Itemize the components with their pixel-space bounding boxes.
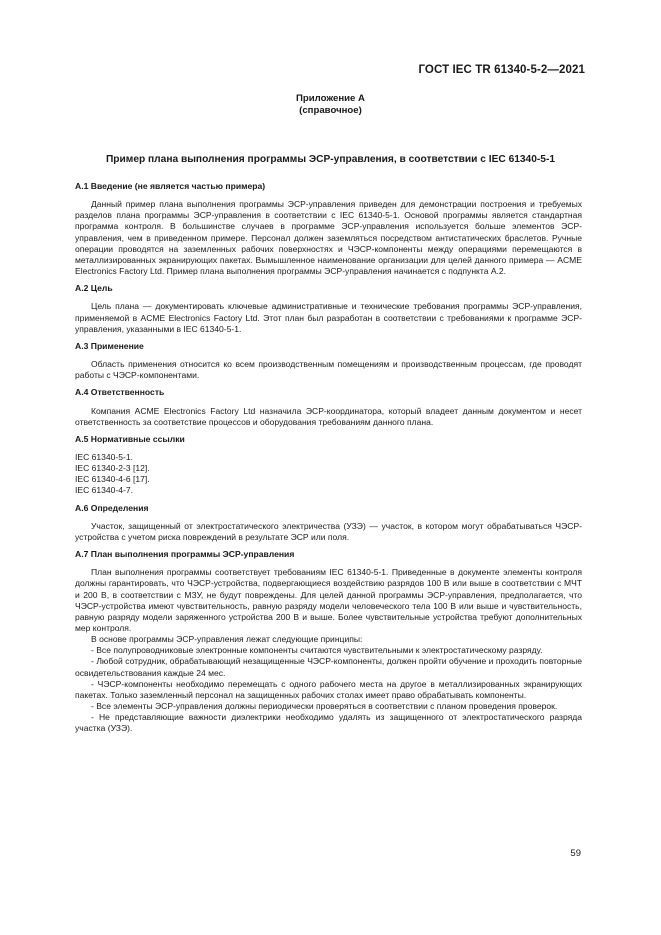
section-heading: А.5 Нормативные ссылки	[75, 433, 185, 444]
list-item: - Все элементы ЭСР-управления должны периодически проверяться в соответствии с планом проведения проверок.	[91, 701, 558, 712]
list-item: - ЧЭСР-компоненты необходимо перемещать с одного рабочего места на другое в металлизированных экранирующих пакетах. Только заземленный персонал на защищенных рабочих столах имеет право обрабатывать компоненты.	[75, 678, 582, 700]
list-item: - Все полупроводниковые электронные компоненты считаются чувствительными к электростатическому разряду.	[91, 645, 543, 656]
reference-item: IEC 61340-5-1.	[75, 451, 133, 462]
section-a6	[75, 503, 582, 543]
paragraph: План выполнения программы соответствует требованиям IEC 61340-5-1. Приведенные в документе элементы контроля должны гарантировать, что ЧЭСР-устройства, подвергающиеся воздействию разрядов 100 В или выше в соответствии с МЧТ и 200 В, в соответствии с МЗУ, не будут повреждены. Для целей данной программы ЭСР-управления, предполагается, что ЧЭСР-устройства имеют чувствительность, равную разряду модели человеческого тела 100 В или выше и чувствительность, равную разряду модели заряженного устройства 200 В и выше. Более чувствительные устройства требуют дополнительных мер контроля.	[75, 567, 582, 633]
section-a1	[75, 181, 582, 277]
section-heading: А.1 Введение (не является частью примера)	[75, 181, 266, 191]
appendix-heading	[0, 93, 661, 117]
document-body	[75, 181, 582, 741]
document-title: Пример плана выполнения программы ЭСР-управления, в соответствии с IEC 61340-5-1	[105, 154, 556, 165]
page-number: 59	[570, 848, 581, 859]
section-a3	[75, 341, 582, 381]
section-a5	[75, 434, 582, 497]
paragraph: Данный пример плана выполнения программы ЭСР-управления приведен для демонстрации построения и требуемых разделов плана программы ЭСР-управления в соответствии с IEC 61340-5-1. Основой программы является стандартная программа контроля. В большинстве случаев в программе ЭСР-управления используется больше элементов ЭСР-управления, чем в приведенном примере. Персонал должен заземляться посредством антистатических браслетов. Ручные операции проводятся на заземленных рабочих поверхностях и ЧЭСР-компоненты между операциями перемещаются в металлизированных экранирующих пакетах. Вымышленное наименование организации для целей данного примера — ACME Electronics Factory Ltd. Пример плана выполнения программы ЭСР-управления начинается с подпункта А.2.	[75, 199, 582, 277]
appendix-title: Приложение А	[296, 93, 365, 104]
paragraph: В основе программы ЭСР-управления лежат следующие принципы:	[91, 634, 363, 645]
paragraph: Участок, защищенный от электростатического электричества (УЗЭ) — участок, в котором могут обрабатываться ЧЭСР-устройства с учетом риска повреждений в результате ЭСР или поля.	[75, 520, 582, 542]
section-a2	[75, 283, 582, 335]
paragraph: Цель плана — документировать ключевые административные и технические требования программы ЭСР-управления, применяемой в ACME Electronics Factory Ltd. Этот план был разработан в соответствии с требованиями к программе ЭСР-управления, указанными в IEC 61340-5-1.	[75, 301, 582, 334]
section-a4	[75, 387, 582, 427]
list-item: - Не представляющие важности диэлектрики необходимо удалять из защищенного от электростатического разряда участка (УЗЭ).	[75, 712, 582, 734]
reference-item: IEC 61340-4-6 [17].	[75, 474, 150, 485]
list-item: - Любой сотрудник, обрабатывающий незащищенные ЧЭСР-компоненты, должен пройти обучение и проходить повторные освидетельствования каждые 24 мес.	[75, 656, 582, 678]
section-heading: А.4 Ответственность	[75, 387, 165, 398]
appendix-subtitle: (справочное)	[299, 105, 362, 116]
section-heading: А.6 Определения	[75, 502, 149, 513]
standard-code: ГОСТ IEC TR 61340-5-2—2021	[418, 64, 585, 76]
section-heading: А.3 Применение	[75, 340, 144, 351]
section-heading: А.2 Цель	[75, 283, 113, 294]
paragraph: Область применения относится ко всем производственным помещениям и производственным процессам, где проводят работы с ЧЭСР-компонентами.	[75, 359, 582, 381]
reference-item: IEC 61340-2-3 [12].	[75, 463, 150, 474]
reference-item: IEC 61340-4-7.	[75, 485, 133, 496]
section-heading: А.7 План выполнения программы ЭСР-управления	[75, 549, 295, 560]
section-a7	[75, 549, 582, 735]
paragraph: Компания ACME Electronics Factory Ltd назначила ЭСР-координатора, который владеет данным документом и несет ответственность за соответствие процессов и оборудования требованиям данного плана.	[75, 405, 582, 427]
